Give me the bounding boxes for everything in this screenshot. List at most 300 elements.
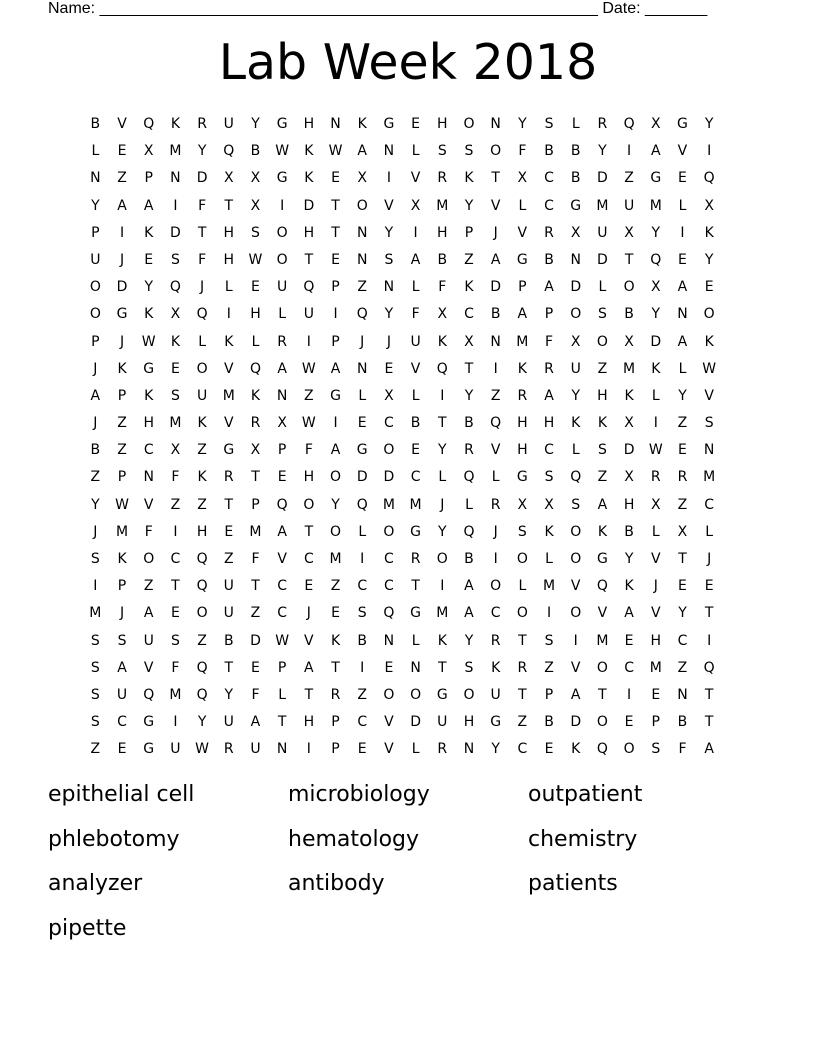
grid-cell: O <box>463 116 475 132</box>
grid-cell: N <box>677 306 688 323</box>
grid-cell: C <box>677 632 688 649</box>
grid-cell: I <box>280 197 285 214</box>
grid-cell: S <box>544 469 554 486</box>
grid-cell: R <box>250 415 261 432</box>
grid-cell: W <box>702 360 717 377</box>
grid-cell: L <box>518 197 527 214</box>
grid-cell: E <box>277 469 287 486</box>
grid-cell: U <box>223 605 234 622</box>
grid-cell: H <box>650 632 662 649</box>
grid-cell: J <box>386 333 391 350</box>
grid-cell: F <box>545 333 554 350</box>
grid-cell: G <box>436 686 448 703</box>
grid-cell: M <box>436 197 449 214</box>
grid-cell: D <box>410 714 421 731</box>
grid-cell: X <box>704 197 714 214</box>
grid-cell: M <box>89 605 102 622</box>
grid-cell: T <box>304 251 314 268</box>
grid-cell: Z <box>544 659 554 676</box>
grid-cell: O <box>623 279 635 296</box>
grid-cell: X <box>170 442 181 459</box>
word-bank-item: analyzer <box>48 871 143 896</box>
grid-cell: Q <box>436 360 448 377</box>
grid-cell: O <box>330 469 342 486</box>
grid-cell: W <box>195 741 210 758</box>
grid-cell: A <box>143 605 154 622</box>
grid-cell: Y <box>197 143 207 160</box>
grid-cell: D <box>597 251 608 268</box>
grid-cell: L <box>571 442 580 459</box>
grid-cell: L <box>678 197 687 214</box>
grid-cell: I <box>173 523 178 540</box>
grid-cell: T <box>304 686 314 703</box>
grid-cell: Z <box>597 469 608 486</box>
grid-cell: R <box>223 741 234 758</box>
grid-cell: T <box>704 605 714 622</box>
grid-cell: Y <box>331 496 340 513</box>
grid-cell: C <box>517 741 528 758</box>
grid-cell: C <box>704 496 715 513</box>
grid-cell: U <box>90 251 101 268</box>
grid-cell: Z <box>464 251 474 268</box>
grid-cell: I <box>493 551 498 567</box>
grid-cell: V <box>650 605 661 622</box>
grid-cell: O <box>410 686 422 703</box>
grid-cell: G <box>410 605 422 622</box>
grid-cell: U <box>196 387 208 404</box>
grid-cell: L <box>198 333 206 350</box>
grid-cell: K <box>330 632 341 649</box>
grid-cell: M <box>649 659 662 676</box>
grid-cell: O <box>330 523 342 540</box>
grid-cell: K <box>704 333 714 350</box>
grid-cell: J <box>493 523 498 540</box>
grid-cell: I <box>306 333 311 350</box>
grid-cell: M <box>169 415 182 432</box>
grid-cell: N <box>570 251 581 268</box>
grid-cell: J <box>93 523 98 540</box>
grid-cell: F <box>438 279 447 296</box>
grid-cell: I <box>653 415 658 432</box>
page-title: Lab Week 2018 <box>218 34 598 91</box>
grid-cell: M <box>329 551 342 567</box>
grid-cell: O <box>383 442 395 459</box>
grid-cell: B <box>223 632 234 649</box>
grid-cell: M <box>436 605 449 622</box>
grid-cell: H <box>517 442 528 459</box>
grid-cell: S <box>357 605 367 622</box>
grid-cell: I <box>333 415 338 432</box>
grid-cell: O <box>383 523 395 540</box>
grid-cell: K <box>117 551 127 567</box>
grid-cell: C <box>303 551 314 567</box>
grid-cell: A <box>544 279 554 296</box>
grid-cell: Q <box>623 116 635 132</box>
grid-cell: Y <box>251 116 260 132</box>
grid-cell: Z <box>117 442 127 459</box>
grid-cell: B <box>90 116 101 132</box>
grid-cell: Y <box>438 523 447 540</box>
grid-cell: P <box>544 686 554 703</box>
grid-cell: B <box>357 632 368 649</box>
grid-cell: B <box>677 714 688 731</box>
grid-cell: K <box>517 360 527 377</box>
grid-cell: Q <box>303 279 315 296</box>
grid-cell: S <box>517 523 527 540</box>
grid-cell: Y <box>651 306 661 323</box>
grid-cell: C <box>277 605 288 622</box>
grid-cell: D <box>650 333 662 350</box>
grid-cell: L <box>411 387 420 404</box>
grid-cell: Y <box>384 306 394 323</box>
grid-cell: A <box>117 197 127 214</box>
grid-cell: L <box>358 523 367 540</box>
grid-cell: I <box>173 714 178 731</box>
grid-cell: N <box>276 741 288 758</box>
grid-cell: T <box>331 197 340 214</box>
grid-cell: S <box>464 143 474 160</box>
grid-cell: A <box>464 605 474 622</box>
grid-cell: V <box>304 632 314 649</box>
word-bank <box>48 778 768 956</box>
grid-cell: K <box>491 659 501 676</box>
grid-cell: U <box>143 632 154 649</box>
word-bank-item: microbiology <box>288 782 430 807</box>
grid-cell: Y <box>678 387 687 404</box>
grid-cell: V <box>384 714 394 731</box>
grid-cell: C <box>464 306 474 323</box>
grid-cell: I <box>413 224 418 241</box>
grid-cell: A <box>570 686 581 703</box>
grid-cell: D <box>196 170 208 187</box>
grid-cell: J <box>93 415 98 432</box>
grid-cell: C <box>277 578 288 595</box>
grid-cell: E <box>411 116 421 132</box>
word-bank-item: pipette <box>48 915 127 941</box>
grid-cell: I <box>493 360 498 377</box>
grid-cell: V <box>490 197 501 214</box>
grid-cell: U <box>597 224 608 241</box>
grid-cell: B <box>570 143 581 160</box>
grid-cell: G <box>650 170 662 187</box>
grid-cell: H <box>143 415 154 432</box>
grid-cell: D <box>116 279 128 296</box>
grid-cell: E <box>411 442 421 459</box>
grid-cell: B <box>410 415 421 432</box>
grid-cell: E <box>331 251 340 268</box>
grid-cell: Y <box>91 197 100 214</box>
grid-cell: R <box>197 116 207 132</box>
grid-cell: Z <box>197 632 207 649</box>
grid-cell: C <box>384 551 394 567</box>
grid-cell: U <box>623 197 635 214</box>
word-bank-item: hematology <box>288 826 420 852</box>
grid-cell: Q <box>356 306 368 323</box>
grid-cell: S <box>90 714 100 731</box>
grid-cell: R <box>677 469 688 486</box>
grid-cell: A <box>330 360 341 377</box>
grid-cell: C <box>410 469 421 486</box>
grid-cell: A <box>597 496 608 513</box>
grid-cell: S <box>384 251 394 268</box>
grid-cell: P <box>277 659 287 676</box>
grid-cell: N <box>383 143 395 160</box>
grid-cell: K <box>464 170 474 187</box>
grid-cell: W <box>115 496 129 513</box>
grid-cell: W <box>328 143 343 160</box>
grid-cell: F <box>171 659 180 676</box>
grid-cell: L <box>411 632 420 649</box>
grid-cell: G <box>276 116 288 132</box>
grid-cell: W <box>301 415 316 432</box>
grid-cell: U <box>223 714 234 731</box>
grid-cell: I <box>440 578 445 595</box>
grid-cell: N <box>490 116 501 132</box>
grid-cell: T <box>491 170 500 187</box>
grid-cell: K <box>571 741 581 758</box>
grid-cell: H <box>543 415 555 432</box>
grid-cell: Q <box>223 143 235 160</box>
grid-cell: Q <box>356 496 368 513</box>
grid-cell: D <box>303 197 315 214</box>
grid-cell: A <box>357 143 367 160</box>
grid-cell: Z <box>143 578 154 595</box>
grid-cell: G <box>410 523 422 540</box>
grid-cell: E <box>170 605 180 622</box>
grid-cell: C <box>117 714 127 731</box>
grid-cell: E <box>544 741 554 758</box>
grid-cell: L <box>705 523 714 540</box>
grid-cell: N <box>356 224 368 241</box>
grid-cell: T <box>251 578 260 595</box>
grid-cell: L <box>491 469 500 486</box>
grid-cell: O <box>276 251 288 268</box>
grid-cell: A <box>704 741 714 758</box>
grid-cell: N <box>356 251 368 268</box>
grid-cell: J <box>119 251 125 268</box>
grid-cell: J <box>707 551 712 567</box>
grid-cell: E <box>704 578 714 595</box>
grid-cell: T <box>518 686 527 703</box>
grid-cell: L <box>224 279 233 296</box>
grid-cell: I <box>306 741 311 758</box>
grid-cell: Z <box>677 415 688 432</box>
grid-cell: G <box>383 116 395 132</box>
grid-cell: V <box>143 659 154 676</box>
grid-cell: X <box>677 523 688 540</box>
grid-cell: V <box>517 224 528 241</box>
grid-cell: P <box>518 279 527 296</box>
grid-cell: R <box>223 469 234 486</box>
grid-cell: O <box>596 714 608 731</box>
grid-cell: Y <box>678 605 687 622</box>
grid-cell: A <box>250 714 261 731</box>
grid-cell: P <box>651 714 660 731</box>
grid-cell: L <box>651 387 660 404</box>
word-bank-item: patients <box>528 871 618 896</box>
grid-cell: H <box>303 116 315 132</box>
grid-cell: R <box>437 741 448 758</box>
grid-cell: O <box>143 551 155 567</box>
grid-cell: U <box>303 306 314 323</box>
grid-cell: E <box>678 170 687 187</box>
grid-cell: L <box>545 551 553 567</box>
grid-cell: A <box>277 360 287 377</box>
grid-cell: K <box>464 279 474 296</box>
grid-cell: A <box>330 442 341 459</box>
grid-cell: J <box>119 605 125 622</box>
grid-cell: P <box>117 387 127 404</box>
grid-cell: B <box>624 306 634 323</box>
grid-cell: X <box>544 496 554 513</box>
grid-cell: F <box>518 143 527 160</box>
grid-cell: R <box>517 387 528 404</box>
grid-cell: Z <box>197 442 207 459</box>
grid-cell: H <box>597 387 608 404</box>
grid-cell: M <box>542 578 556 595</box>
grid-cell: A <box>490 251 501 268</box>
grid-cell: X <box>517 170 528 187</box>
grid-cell: I <box>627 686 632 703</box>
grid-cell: G <box>223 442 235 459</box>
grid-cell: O <box>596 333 608 350</box>
grid-cell: R <box>437 170 448 187</box>
grid-cell: B <box>544 251 554 268</box>
grid-cell: F <box>411 306 420 323</box>
grid-cell: H <box>223 251 235 268</box>
grid-cell: N <box>90 170 101 187</box>
word-bank-item: antibody <box>288 871 385 896</box>
grid-cell: Q <box>143 116 155 132</box>
grid-cell: I <box>93 578 98 595</box>
grid-cell: I <box>440 387 445 404</box>
grid-cell: H <box>223 224 235 241</box>
grid-cell: X <box>437 306 448 323</box>
grid-cell: D <box>570 714 582 731</box>
grid-cell: J <box>440 496 445 513</box>
grid-cell: Y <box>651 224 661 241</box>
grid-cell: L <box>651 523 660 540</box>
grid-cell: X <box>410 197 421 214</box>
grid-cell: X <box>250 442 261 459</box>
grid-cell: S <box>571 496 581 513</box>
grid-cell: S <box>544 632 554 649</box>
grid-cell: A <box>464 578 474 595</box>
letter-grid <box>82 114 723 767</box>
grid-cell: L <box>251 333 260 350</box>
grid-cell: J <box>306 605 311 622</box>
grid-cell: M <box>382 496 395 513</box>
grid-cell: J <box>119 333 125 350</box>
grid-cell: L <box>278 306 287 323</box>
grid-cell: U <box>250 741 261 758</box>
grid-cell: K <box>357 116 367 132</box>
grid-cell: M <box>169 686 182 703</box>
grid-cell: R <box>650 469 661 486</box>
grid-cell: U <box>410 333 421 350</box>
grid-cell: I <box>546 605 552 622</box>
grid-cell: C <box>544 442 554 459</box>
grid-cell: V <box>410 360 421 377</box>
grid-cell: D <box>383 469 395 486</box>
grid-cell: O <box>276 224 288 241</box>
grid-cell: E <box>678 578 687 595</box>
grid-cell: K <box>117 360 127 377</box>
grid-cell: P <box>331 714 340 731</box>
grid-cell: Y <box>224 686 234 703</box>
grid-cell: S <box>544 116 554 132</box>
grid-cell: C <box>624 659 634 676</box>
grid-cell: W <box>248 251 263 268</box>
grid-cell: V <box>570 578 581 595</box>
grid-cell: I <box>573 632 578 649</box>
grid-cell: K <box>170 116 180 132</box>
grid-cell: T <box>518 632 527 649</box>
grid-cell: E <box>331 605 340 622</box>
grid-cell: V <box>223 415 234 432</box>
grid-cell: H <box>250 306 261 323</box>
grid-cell: A <box>117 659 127 676</box>
grid-cell: B <box>464 551 474 567</box>
grid-cell: S <box>170 632 180 649</box>
grid-cell: X <box>624 469 634 486</box>
grid-cell: I <box>119 224 125 241</box>
grid-cell: R <box>410 551 421 567</box>
grid-cell: H <box>303 714 315 731</box>
grid-cell: Z <box>330 578 341 595</box>
grid-cell: K <box>597 415 607 432</box>
grid-cell: Q <box>143 686 155 703</box>
grid-cell: N <box>383 632 395 649</box>
grid-cell: P <box>277 442 287 459</box>
grid-cell: Z <box>490 387 501 404</box>
grid-cell: G <box>143 741 155 758</box>
grid-cell: H <box>303 224 315 241</box>
grid-cell: S <box>597 442 607 459</box>
grid-cell: N <box>276 387 288 404</box>
grid-cell: I <box>386 170 391 187</box>
grid-cell: H <box>463 714 475 731</box>
grid-cell: T <box>624 251 634 268</box>
grid-cell: O <box>570 605 582 622</box>
grid-cell: W <box>301 360 316 377</box>
grid-cell: K <box>651 360 661 377</box>
grid-cell: K <box>170 333 180 350</box>
grid-cell: Q <box>703 659 715 676</box>
grid-cell: K <box>624 578 634 595</box>
grid-cell: N <box>383 279 395 296</box>
grid-cell: X <box>223 170 234 187</box>
grid-cell: F <box>198 251 207 268</box>
grid-cell: A <box>650 143 661 160</box>
grid-cell: G <box>143 360 155 377</box>
grid-cell: E <box>624 714 634 731</box>
grid-cell: B <box>437 251 448 268</box>
grid-cell: H <box>517 415 528 432</box>
grid-cell: U <box>277 279 288 296</box>
grid-cell: C <box>544 197 554 214</box>
grid-cell: E <box>117 741 127 758</box>
grid-cell: M <box>222 387 235 404</box>
grid-cell: A <box>624 605 634 622</box>
grid-cell: B <box>250 143 261 160</box>
grid-cell: P <box>544 306 554 323</box>
grid-cell: C <box>170 551 181 567</box>
grid-cell: G <box>596 551 608 567</box>
grid-cell: B <box>624 523 634 540</box>
grid-cell: V <box>143 496 154 513</box>
grid-cell: X <box>277 415 287 432</box>
